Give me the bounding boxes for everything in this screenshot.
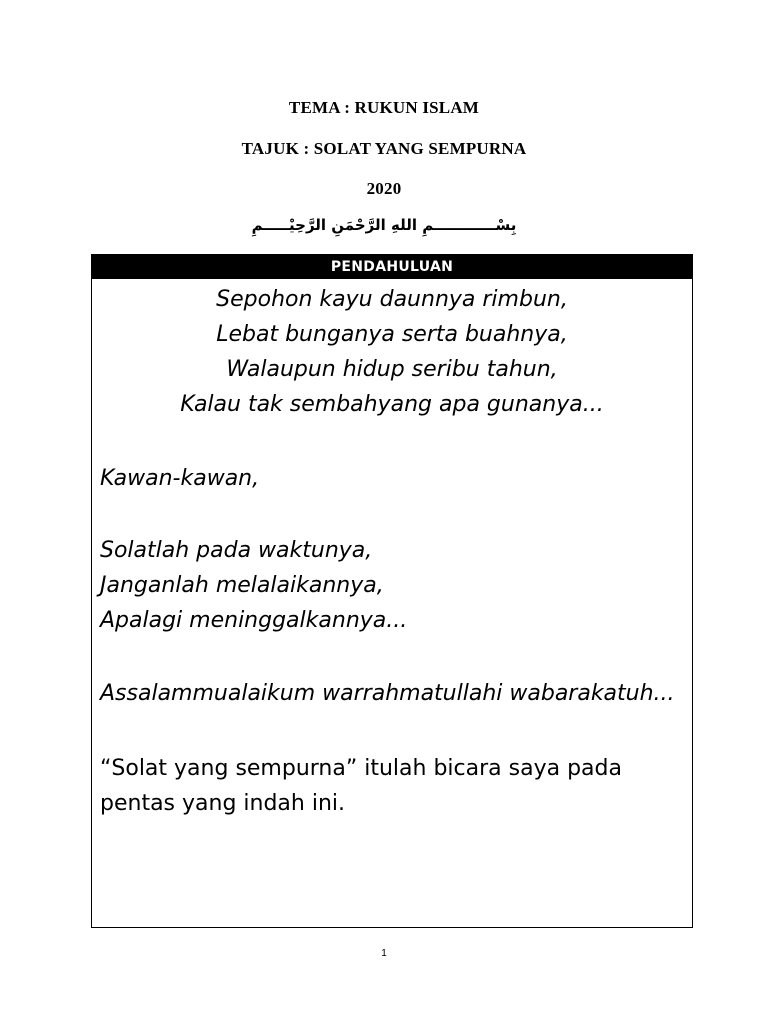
introduction-content xyxy=(92,255,692,927)
reminder-line-2: Janganlah melalaikannya, xyxy=(100,573,384,598)
pantun-line-3: Walaupun hidup seribu tahun, xyxy=(226,357,558,382)
introduction-box xyxy=(91,254,693,928)
reminder-line-3: Apalagi meninggalkannya... xyxy=(100,608,408,633)
pantun-line-1: Sepohon kayu daunnya rimbun, xyxy=(216,287,568,312)
pantun-line-2: Lebat bunganya serta buahnya, xyxy=(216,322,568,347)
salam-line: Assalammualaikum warrahmatullahi wabarakatuh... xyxy=(100,681,675,706)
basmalah-text: بِسْــــــــــــمِ اللهِ الرَّحْمَنِ الرَّحِيْـــــمِ xyxy=(251,216,517,234)
section-heading: PENDAHULUAN xyxy=(92,255,692,279)
page-number: 1 xyxy=(381,948,387,959)
intro-line-1: “Solat yang sempurna” itulah bicara saya pada xyxy=(100,756,622,781)
document-title: TAJUK : SOLAT YANG SEMPURNA xyxy=(241,139,527,158)
document-year: 2020 xyxy=(366,179,402,198)
greeting-line: Kawan-kawan, xyxy=(100,466,260,491)
document-theme: TEMA : RUKUN ISLAM xyxy=(288,98,480,117)
reminder-line-1: Solatlah pada waktunya, xyxy=(100,538,373,563)
pantun-line-4: Kalau tak sembahyang apa gunanya... xyxy=(180,392,604,417)
intro-line-2: pentas yang indah ini. xyxy=(100,791,346,816)
